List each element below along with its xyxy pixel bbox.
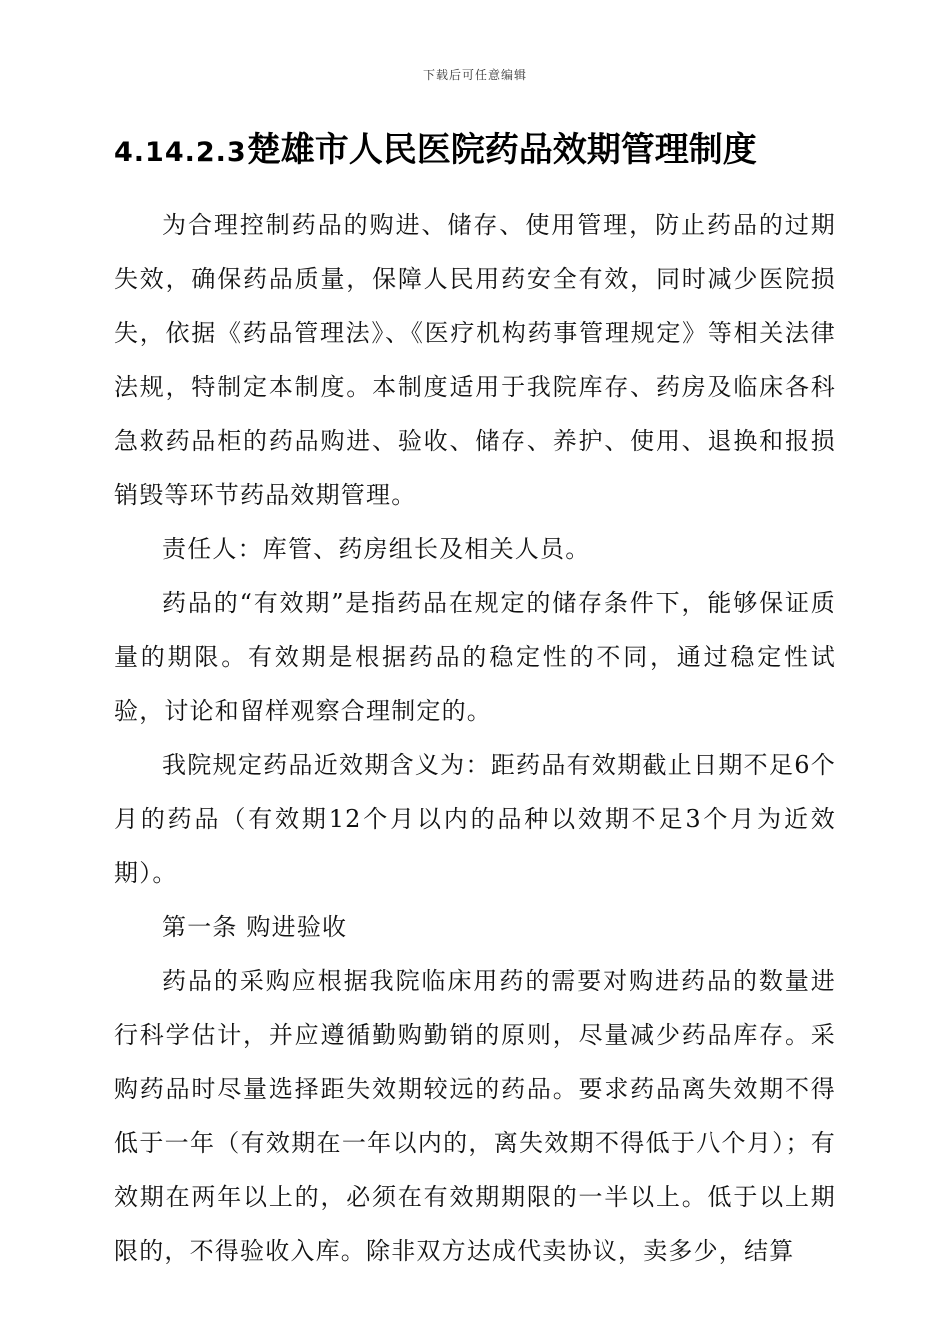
paragraph-procurement: 药品的采购应根据我院临床用药的需要对购进药品的数量进行科学估计，并应遵循勤购勤销的原则，尽量减少药品库存。采购药品时尽量选择距失效期较远的药品。要求药品离失效期不得低于一年（有效期在一年以内的，离失效期不得低于八个月）；有效期在两年以上的，必须在有效期期限的一半以上。低于以上期限的，不得验收入库。除非双方达成代卖协议，卖多少，结算 xyxy=(114,967,836,1265)
document-body xyxy=(114,198,836,1278)
document-title xyxy=(114,124,854,179)
paragraph-near-expiry: 我院规定药品近效期含义为：距药品有效期截止日期不足6个月的药品（有效期12个月以内的品种以效期不足3个月为近效期）。 xyxy=(114,751,836,887)
title-number: 4.14.2.3 xyxy=(114,137,247,168)
paragraph-definition: 药品的“有效期”是指药品在规定的储存条件下，能够保证质量的期限。有效期是根据药品的稳定性的不同，通过稳定性试验，讨论和留样观察合理制定的。 xyxy=(114,589,836,725)
title-text: 楚雄市人民医院药品效期管理制度 xyxy=(246,130,757,170)
header-note: 下载后可任意编辑 xyxy=(422,68,527,82)
section-heading-article-1: 第一条 购进验收 xyxy=(162,913,348,941)
paragraph-intro: 为合理控制药品的购进、储存、使用管理，防止药品的过期失效，确保药品质量，保障人民用药安全有效，同时减少医院损失，依据《药品管理法》、《医疗机构药事管理规定》等相关法律法规，特制定本制度。本制度适用于我院库存、药房及临床各科急救药品柜的药品购进、验收、储存、养护、使用、退换和报损销毁等环节药品效期管理。 xyxy=(114,211,836,509)
paragraph-responsible: 责任人：库管、药房组长及相关人员。 xyxy=(162,535,591,563)
